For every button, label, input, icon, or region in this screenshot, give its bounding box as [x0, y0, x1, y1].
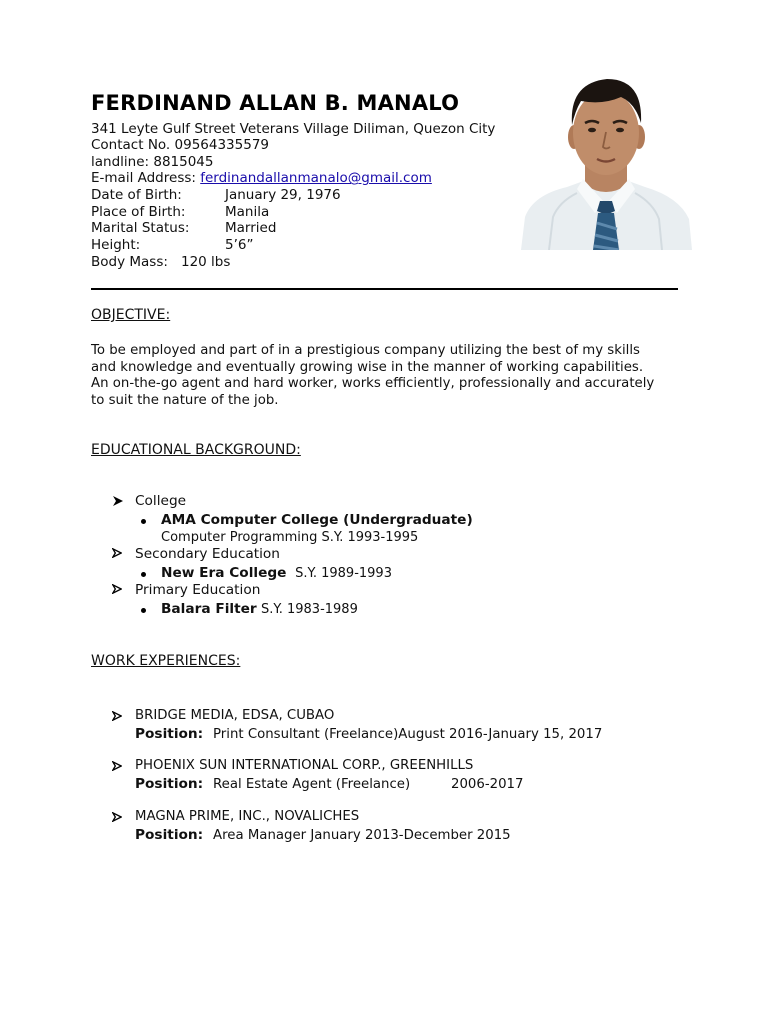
email-label: E-mail Address:: [91, 170, 201, 187]
job-company: PHOENIX SUN INTERNATIONAL CORP., GREENHILLS: [135, 758, 474, 773]
secondary-row: [161, 565, 392, 581]
mass-row: [91, 254, 432, 271]
bullet-dot-icon: [141, 608, 146, 613]
job-position: Real Estate Agent (Freelance): [213, 777, 411, 792]
pob-row: [91, 204, 432, 221]
mass-label: Body Mass:: [91, 253, 168, 270]
dob-label: Date of Birth:: [91, 187, 182, 204]
email-row: [91, 170, 432, 187]
job-position-row: [135, 776, 523, 792]
contact-number: Contact No. 09564335579: [91, 137, 269, 153]
mass-value: 120 lbs: [181, 253, 231, 270]
dob-value: January 29, 1976: [225, 187, 341, 204]
position-label: Position:: [135, 776, 204, 792]
secondary-school: New Era College: [161, 565, 287, 581]
education-heading: EDUCATIONAL BACKGROUND:: [91, 442, 301, 458]
pob-label: Place of Birth:: [91, 203, 186, 220]
arrow-bullet-icon: [112, 584, 122, 594]
marital-row: [91, 220, 432, 237]
arrow-bullet-icon: [112, 761, 122, 771]
objective-line: and knowledge and eventually growing wise in the manner of working capabilities.: [91, 359, 644, 375]
profile-photo: [519, 67, 692, 250]
primary-row: [161, 601, 358, 617]
job-position-row: [135, 827, 511, 843]
college-school: AMA Computer College (Undergraduate): [161, 512, 473, 528]
job-position: Area Manager January 2013-December 2015: [213, 828, 511, 843]
marital-value: Married: [225, 220, 277, 237]
job-company: MAGNA PRIME, INC., NOVALICHES: [135, 809, 360, 824]
objective-line: An on-the-go agent and hard worker, works efficiently, professionally and accurately: [91, 376, 655, 392]
height-value: 5’6”: [225, 237, 254, 254]
objective-text: [91, 343, 691, 410]
address-line: 341 Leyte Gulf Street Veterans Village Diliman, Quezon City: [91, 121, 496, 137]
arrow-bullet-icon: [112, 711, 122, 721]
landline-number: landline: 8815045: [91, 153, 214, 170]
arrow-bullet-icon: [112, 495, 124, 507]
dob-row: [91, 187, 432, 204]
objective-line: to suit the nature of the job.: [91, 393, 279, 409]
objective-line: To be employed and part of in a prestigious company utilizing the best of my skills: [91, 343, 640, 358]
bullet-dot-icon: [141, 572, 146, 577]
marital-label: Marital Status:: [91, 220, 190, 237]
job-position-row: [135, 726, 602, 742]
work-heading: WORK EXPERIENCES:: [91, 653, 241, 669]
applicant-name: FERDINAND ALLAN B. MANALO: [91, 91, 460, 115]
job-period: 2006-2017: [451, 777, 524, 792]
primary-label: Primary Education: [135, 582, 261, 598]
email-link[interactable]: ferdinandallanmanalo@gmail.com: [200, 170, 432, 187]
primary-school: Balara Filter: [161, 601, 257, 617]
height-row: [91, 237, 432, 254]
position-label: Position:: [135, 726, 204, 742]
pob-value: Manila: [225, 203, 270, 220]
college-label: College: [135, 493, 187, 509]
secondary-detail: S.Y. 1989-1993: [295, 566, 392, 581]
secondary-label: Secondary Education: [135, 546, 280, 562]
arrow-bullet-icon: [112, 812, 122, 822]
college-detail: Computer Programming S.Y. 1993-1995: [161, 530, 419, 545]
height-label: Height:: [91, 237, 141, 254]
position-label: Position:: [135, 827, 204, 843]
job-company: BRIDGE MEDIA, EDSA, CUBAO: [135, 708, 335, 723]
personal-info: [91, 137, 432, 271]
primary-detail: S.Y. 1983-1989: [261, 602, 358, 617]
header-divider: [91, 288, 678, 290]
job-position: Print Consultant (Freelance)August 2016-January 15, 2017: [213, 727, 603, 742]
arrow-bullet-icon: [112, 548, 122, 558]
bullet-dot-icon: [141, 519, 146, 524]
objective-heading: OBJECTIVE:: [91, 307, 171, 323]
